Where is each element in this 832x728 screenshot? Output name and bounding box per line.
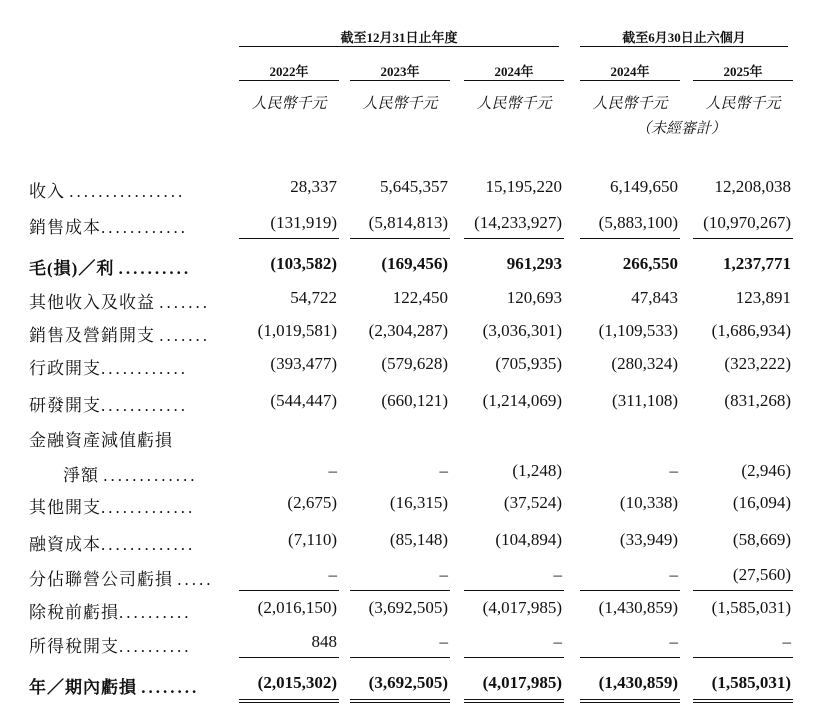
subtotal-rule: [464, 238, 564, 239]
subtotal-rule: [350, 657, 450, 658]
subtotal-rule: [580, 238, 680, 239]
subtotal-rule: [350, 590, 450, 591]
subtotal-rule: [350, 238, 450, 239]
cell-value: –: [669, 461, 678, 480]
cell-value: (104,894): [495, 530, 562, 549]
cell-value: (1,019,581): [257, 321, 337, 340]
cell-value: 848: [311, 632, 337, 651]
row-label-rd-expenses: 研發開支............: [29, 396, 188, 415]
row-label-income-tax: 所得稅開支..........: [29, 637, 192, 656]
subtotal-rule: [464, 657, 564, 658]
cell-value: –: [328, 461, 337, 480]
header-year-rule: [350, 80, 450, 81]
cell-value: –: [553, 565, 562, 584]
cell-value: (16,315): [389, 493, 448, 512]
cell-value: (1,109,533): [598, 321, 678, 340]
subtotal-rule: [580, 657, 680, 658]
cell-value: 961,293: [506, 254, 562, 273]
header-year-2025-h1: 2025年: [723, 64, 763, 79]
cell-value: (169,456): [381, 254, 448, 273]
subtotal-rule: [693, 238, 793, 239]
cell-value: (1,214,069): [482, 391, 562, 410]
row-label-impairment: 金融資產減值虧損: [29, 431, 173, 450]
total-double-rule: [239, 699, 339, 700]
row-label-finance-costs: 融資成本.............: [29, 535, 196, 554]
cell-value: –: [553, 632, 562, 651]
cell-value: –: [328, 565, 337, 584]
cell-value: 28,337: [290, 177, 337, 196]
total-double-rule: [239, 702, 339, 703]
header-year-rule: [580, 80, 680, 81]
row-label-loss-for-period: 年／期內虧損 ........: [29, 678, 200, 697]
cell-value: 123,891: [735, 288, 791, 307]
cell-value: (2,946): [741, 461, 791, 480]
cell-value: 15,195,220: [485, 177, 562, 196]
cell-value: –: [439, 632, 448, 651]
subtotal-rule: [693, 657, 793, 658]
row-label-admin-expenses: 行政開支............: [29, 359, 188, 378]
total-double-rule: [693, 699, 793, 700]
cell-value: –: [439, 461, 448, 480]
cell-value: 120,693: [506, 288, 562, 307]
header-unit: 人民幣千元: [251, 96, 327, 112]
cell-value: (579,628): [381, 354, 448, 373]
total-double-rule: [693, 702, 793, 703]
cell-value: (131,919): [270, 213, 337, 232]
header-group-annual-rule: [239, 46, 559, 47]
cell-value: (1,585,031): [711, 673, 791, 692]
cell-value: (831,268): [724, 391, 791, 410]
cell-value: (323,222): [724, 354, 791, 373]
row-label-revenue: 收入 ................: [29, 182, 186, 201]
cell-value: (103,582): [270, 254, 337, 273]
cell-value: 1,237,771: [723, 254, 791, 273]
total-double-rule: [350, 702, 450, 703]
cell-value: (2,675): [287, 493, 337, 512]
header-year-rule: [693, 80, 793, 81]
cell-value: (4,017,985): [482, 598, 562, 617]
subtotal-rule: [464, 590, 564, 591]
header-unit: 人民幣千元: [476, 96, 552, 112]
cell-value: (1,248): [512, 461, 562, 480]
cell-value: (393,477): [270, 354, 337, 373]
cell-value: (705,935): [495, 354, 562, 373]
total-double-rule: [464, 702, 564, 703]
cell-value: (10,338): [619, 493, 678, 512]
cell-value: (58,669): [732, 530, 791, 549]
cell-value: (3,692,505): [368, 598, 448, 617]
subtotal-rule: [693, 590, 793, 591]
cell-value: (7,110): [288, 530, 337, 549]
row-label-impairment-net: 淨額 .............: [63, 466, 198, 485]
header-year-rule: [464, 80, 564, 81]
subtotal-rule: [239, 657, 339, 658]
cell-value: –: [439, 565, 448, 584]
header-group-half: 截至6月30日止六個月: [622, 30, 746, 45]
cell-value: (311,108): [612, 391, 678, 410]
cell-value: (1,686,934): [711, 321, 791, 340]
cell-value: (544,447): [270, 391, 337, 410]
cell-value: –: [669, 632, 678, 651]
cell-value: (2,015,302): [257, 673, 337, 692]
cell-value: (16,094): [732, 493, 791, 512]
header-year-2024-h1: 2024年: [610, 64, 650, 79]
cell-value: (33,949): [619, 530, 678, 549]
cell-value: (3,692,505): [368, 673, 448, 692]
header-unaudited: （未經審計）: [636, 121, 727, 137]
cell-value: (2,016,150): [257, 598, 337, 617]
cell-value: 47,843: [631, 288, 678, 307]
cell-value: (14,233,927): [474, 213, 562, 232]
cell-value: (1,430,859): [598, 598, 678, 617]
header-unit: 人民幣千元: [705, 96, 781, 112]
header-year-2023: 2023年: [380, 64, 420, 79]
header-year-rule: [239, 80, 339, 81]
cell-value: 266,550: [622, 254, 678, 273]
cell-value: –: [782, 632, 791, 651]
header-unit: 人民幣千元: [362, 96, 438, 112]
header-unit: 人民幣千元: [592, 96, 668, 112]
cell-value: (3,036,301): [482, 321, 562, 340]
cell-value: 5,645,357: [380, 177, 448, 196]
cell-value: (5,814,813): [368, 213, 448, 232]
cell-value: (660,121): [381, 391, 448, 410]
cell-value: (2,304,287): [368, 321, 448, 340]
cell-value: 122,450: [392, 288, 448, 307]
header-year-2024: 2024年: [494, 64, 534, 79]
cell-value: 6,149,650: [610, 177, 678, 196]
header-group-half-rule: [580, 46, 788, 47]
total-double-rule: [464, 699, 564, 700]
subtotal-rule: [239, 590, 339, 591]
cell-value: (27,560): [732, 565, 791, 584]
row-label-selling-expenses: 銷售及營銷開支 .......: [29, 326, 210, 345]
header-group-annual: 截至12月31日止年度: [340, 30, 458, 45]
cell-value: (10,970,267): [703, 213, 791, 232]
total-double-rule: [580, 699, 680, 700]
cell-value: (37,524): [503, 493, 562, 512]
cell-value: (85,148): [389, 530, 448, 549]
cell-value: (1,430,859): [598, 673, 678, 692]
row-label-other-income: 其他收入及收益 .......: [29, 293, 210, 312]
cell-value: (280,324): [611, 354, 678, 373]
subtotal-rule: [239, 238, 339, 239]
row-label-other-expenses: 其他開支.............: [29, 498, 196, 517]
row-label-cost-of-sales: 銷售成本............: [29, 218, 188, 237]
total-double-rule: [350, 699, 450, 700]
cell-value: 12,208,038: [714, 177, 791, 196]
cell-value: (5,883,100): [598, 213, 678, 232]
cell-value: –: [669, 565, 678, 584]
total-double-rule: [580, 702, 680, 703]
cell-value: 54,722: [290, 288, 337, 307]
row-label-gross-profit: 毛(損)／利 ..........: [29, 259, 192, 278]
header-year-2022: 2022年: [269, 64, 309, 79]
cell-value: (4,017,985): [482, 673, 562, 692]
row-label-share-of-associates: 分佔聯營公司虧損 .....: [29, 570, 214, 589]
cell-value: (1,585,031): [711, 598, 791, 617]
subtotal-rule: [580, 590, 680, 591]
row-label-loss-before-tax: 除稅前虧損..........: [29, 603, 192, 622]
